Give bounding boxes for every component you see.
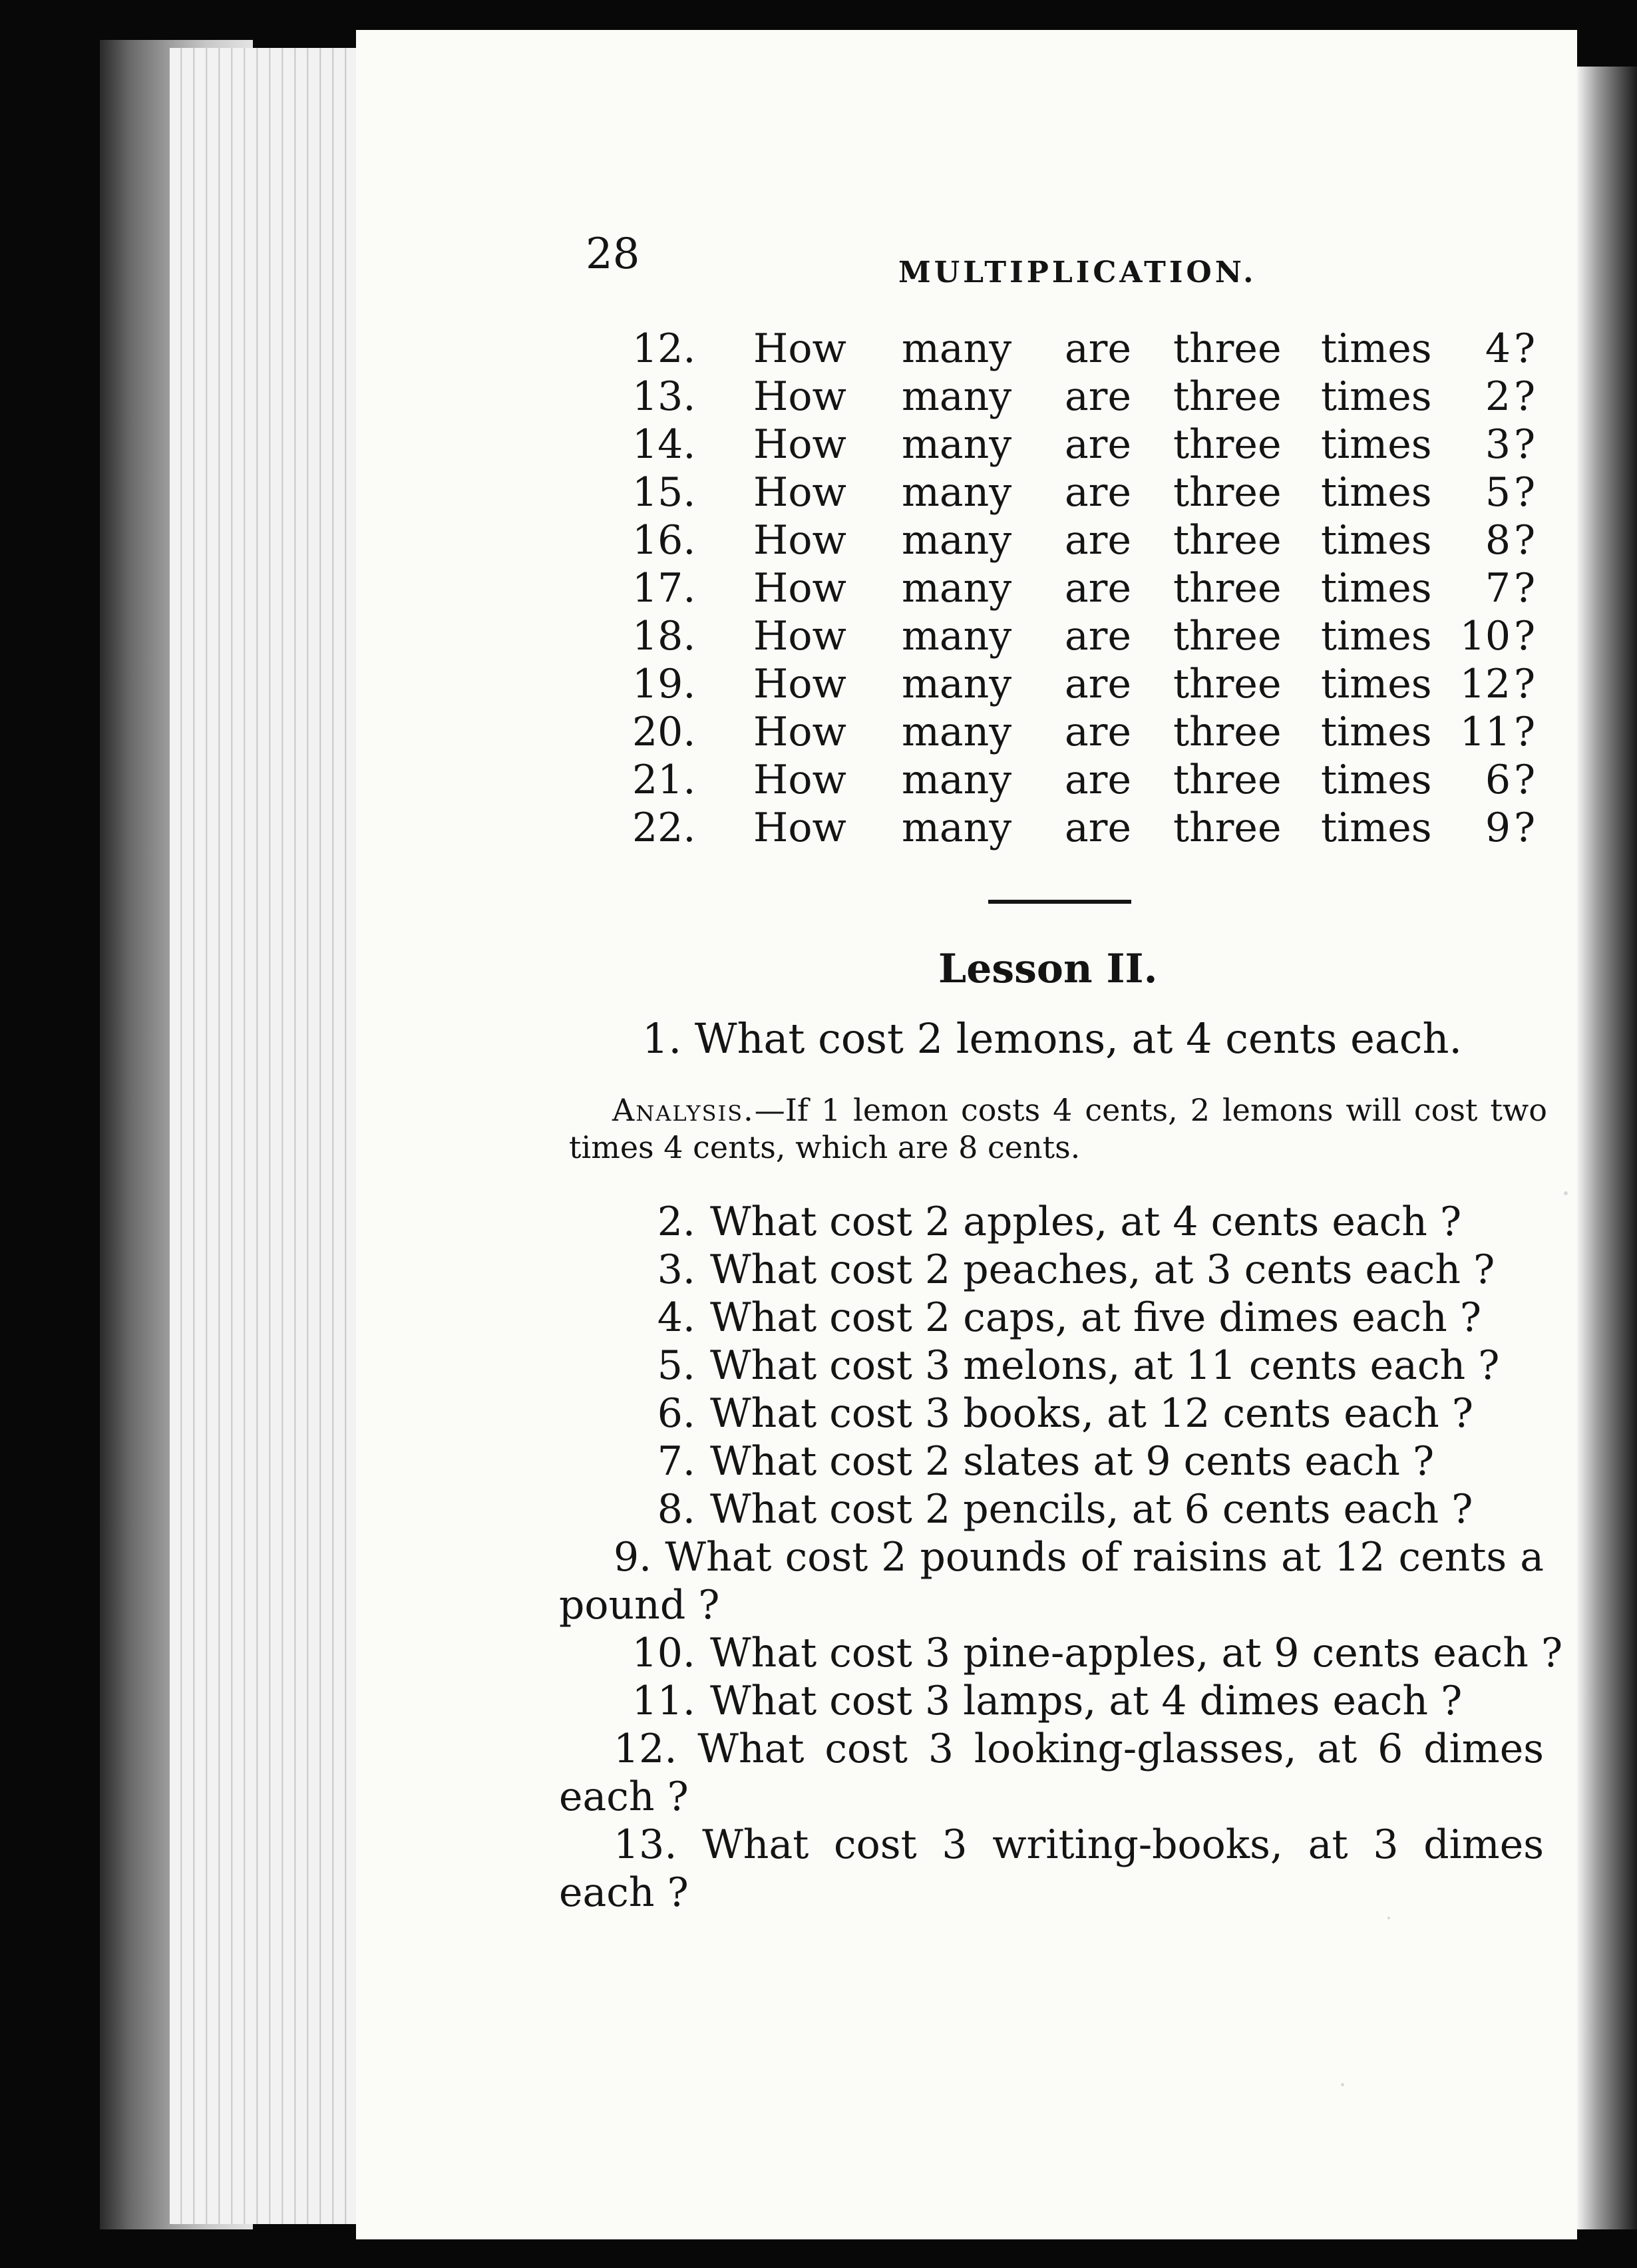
exercise-text: What cost 3 pine-apples, at 9 cents each ? <box>710 1630 1563 1676</box>
question-word: times <box>1321 517 1432 564</box>
question-word: are <box>1065 325 1131 372</box>
question-row <box>0 660 1637 708</box>
question-value: 10 <box>1459 613 1511 660</box>
question-row <box>0 708 1637 756</box>
question-word: times <box>1321 757 1432 803</box>
question-value: 4 <box>1485 325 1511 372</box>
question-word: three <box>1173 565 1282 612</box>
question-word: are <box>1065 469 1131 516</box>
question-number: 17. <box>632 565 696 612</box>
question-word: three <box>1173 325 1282 372</box>
list-item <box>559 1246 1544 1294</box>
question-row <box>0 804 1637 852</box>
question-word: many <box>902 421 1012 468</box>
question-row <box>0 516 1637 564</box>
list-item <box>559 1390 1544 1437</box>
question-word: times <box>1321 325 1432 372</box>
question-word: are <box>1065 421 1131 468</box>
lesson-title: Lesson II. <box>938 946 1158 992</box>
question-word: are <box>1065 373 1131 420</box>
question-word: How <box>753 421 846 468</box>
question-word: three <box>1173 469 1282 516</box>
question-word: three <box>1173 517 1282 564</box>
question-number: 19. <box>632 661 696 707</box>
problem-1: 1. What cost 2 lemons, at 4 cents each. <box>642 1014 1463 1063</box>
question-word: times <box>1321 469 1432 516</box>
question-word: many <box>902 565 1012 612</box>
question-mark: ? <box>1514 373 1536 420</box>
exercise-text: What cost 2 pencils, at 6 cents each ? <box>710 1486 1473 1533</box>
question-word: How <box>753 469 846 516</box>
question-value: 12 <box>1459 661 1511 707</box>
question-word: How <box>753 565 846 612</box>
question-word: are <box>1065 709 1131 755</box>
question-number: 21. <box>632 757 696 803</box>
exercise-number: 7. <box>657 1438 695 1485</box>
question-mark: ? <box>1514 421 1536 468</box>
running-head: MULTIPLICATION. <box>898 256 1257 289</box>
question-word: many <box>902 325 1012 372</box>
exercise-list <box>559 1198 1563 1917</box>
question-word: times <box>1321 709 1432 755</box>
question-number: 13. <box>632 373 696 420</box>
question-number: 12. <box>632 325 696 372</box>
question-mark: ? <box>1514 565 1536 612</box>
exercise-text: What cost 2 slates at 9 cents each ? <box>710 1438 1435 1485</box>
question-word: many <box>902 517 1012 564</box>
question-word: three <box>1173 661 1282 707</box>
question-word: are <box>1065 613 1131 660</box>
question-word: three <box>1173 613 1282 660</box>
question-word: are <box>1065 517 1131 564</box>
question-word: times <box>1321 565 1432 612</box>
question-word: are <box>1065 757 1131 803</box>
question-word: How <box>753 661 846 707</box>
question-word: three <box>1173 757 1282 803</box>
question-word: are <box>1065 565 1131 612</box>
question-word: How <box>753 325 846 372</box>
exercise-number: 10. <box>632 1630 695 1676</box>
question-number: 22. <box>632 805 696 851</box>
question-number: 15. <box>632 469 696 516</box>
question-mark: ? <box>1514 757 1536 803</box>
exercise-text: What cost 3 writing-books, at 3 dimes each ? <box>559 1821 1544 1916</box>
question-word: How <box>753 613 846 660</box>
exercise-text: What cost 2 apples, at 4 cents each ? <box>710 1199 1462 1245</box>
list-item <box>559 1342 1544 1390</box>
exercise-text: What cost 2 peaches, at 3 cents each ? <box>710 1246 1495 1293</box>
list-item <box>559 1821 1544 1917</box>
question-word: How <box>753 373 846 420</box>
question-word: many <box>902 757 1012 803</box>
question-word: How <box>753 517 846 564</box>
question-row <box>0 469 1637 516</box>
exercise-text: What cost 2 caps, at five dimes each ? <box>710 1294 1482 1341</box>
question-word: many <box>902 709 1012 755</box>
question-word: three <box>1173 805 1282 851</box>
exercise-text: What cost 3 lamps, at 4 dimes each ? <box>710 1678 1463 1724</box>
exercise-number: 2. <box>657 1199 695 1245</box>
question-word: times <box>1321 613 1432 660</box>
question-word: How <box>753 805 846 851</box>
exercise-text: What cost 2 pounds of raisins at 12 cents a pound ? <box>559 1534 1544 1628</box>
question-mark: ? <box>1514 517 1536 564</box>
dust-speck <box>1341 2083 1344 2086</box>
question-mark: ? <box>1514 613 1536 660</box>
question-word: three <box>1173 421 1282 468</box>
question-word: times <box>1321 421 1432 468</box>
question-value: 6 <box>1485 757 1511 803</box>
list-item <box>559 1294 1544 1342</box>
question-value: 7 <box>1485 565 1511 612</box>
list-item <box>559 1629 1563 1677</box>
question-mark: ? <box>1514 805 1536 851</box>
exercise-number: 6. <box>657 1390 695 1437</box>
list-item <box>559 1437 1544 1485</box>
exercise-number: 12. <box>614 1726 677 1772</box>
question-mark: ? <box>1514 709 1536 755</box>
question-value: 8 <box>1485 517 1511 564</box>
question-value: 9 <box>1485 805 1511 851</box>
question-mark: ? <box>1514 469 1536 516</box>
question-row <box>0 756 1637 804</box>
question-row <box>0 325 1637 373</box>
exercise-number: 11. <box>632 1678 695 1724</box>
exercise-number: 5. <box>657 1342 695 1389</box>
question-number: 14. <box>632 421 696 468</box>
question-number: 20. <box>632 709 696 755</box>
analysis-text: —If 1 lemon costs 4 cents, 2 lemons will cost two times 4 cents, which are 8 cents. <box>569 1092 1547 1165</box>
question-mark: ? <box>1514 661 1536 707</box>
question-row <box>0 612 1637 660</box>
list-item <box>559 1725 1544 1821</box>
question-word: many <box>902 805 1012 851</box>
dust-speck <box>1387 1917 1390 1919</box>
question-value: 11 <box>1459 709 1511 755</box>
page-number: 28 <box>586 230 640 279</box>
exercise-number: 9. <box>614 1534 652 1581</box>
list-item <box>559 1677 1544 1725</box>
analysis-paragraph <box>569 1091 1547 1166</box>
list-item <box>559 1533 1544 1629</box>
question-row <box>0 421 1637 469</box>
question-word: How <box>753 757 846 803</box>
question-mark: ? <box>1514 325 1536 372</box>
question-number: 16. <box>632 517 696 564</box>
exercise-number: 8. <box>657 1486 695 1533</box>
question-word: times <box>1321 373 1432 420</box>
question-row <box>0 373 1637 421</box>
exercise-number: 4. <box>657 1294 695 1341</box>
question-word: three <box>1173 373 1282 420</box>
question-number: 18. <box>632 613 696 660</box>
list-item <box>559 1485 1544 1533</box>
question-word: many <box>902 373 1012 420</box>
exercise-text: What cost 3 looking-glasses, at 6 dimes each ? <box>559 1726 1544 1820</box>
question-word: three <box>1173 709 1282 755</box>
question-word: times <box>1321 805 1432 851</box>
question-word: times <box>1321 661 1432 707</box>
question-word: many <box>902 661 1012 707</box>
question-word: are <box>1065 805 1131 851</box>
list-item <box>559 1198 1544 1246</box>
question-value: 3 <box>1485 421 1511 468</box>
section-divider <box>988 900 1131 904</box>
dust-speck <box>1564 1191 1568 1195</box>
exercise-text: What cost 3 melons, at 11 cents each ? <box>710 1342 1500 1389</box>
question-row <box>0 564 1637 612</box>
question-word: are <box>1065 661 1131 707</box>
question-word: many <box>902 469 1012 516</box>
exercise-text: What cost 3 books, at 12 cents each ? <box>710 1390 1474 1437</box>
analysis-label: Analysis. <box>612 1092 755 1128</box>
question-value: 5 <box>1485 469 1511 516</box>
exercise-number: 3. <box>657 1246 695 1293</box>
question-word: many <box>902 613 1012 660</box>
question-value: 2 <box>1485 373 1511 420</box>
question-word: How <box>753 709 846 755</box>
exercise-number: 13. <box>614 1821 677 1868</box>
